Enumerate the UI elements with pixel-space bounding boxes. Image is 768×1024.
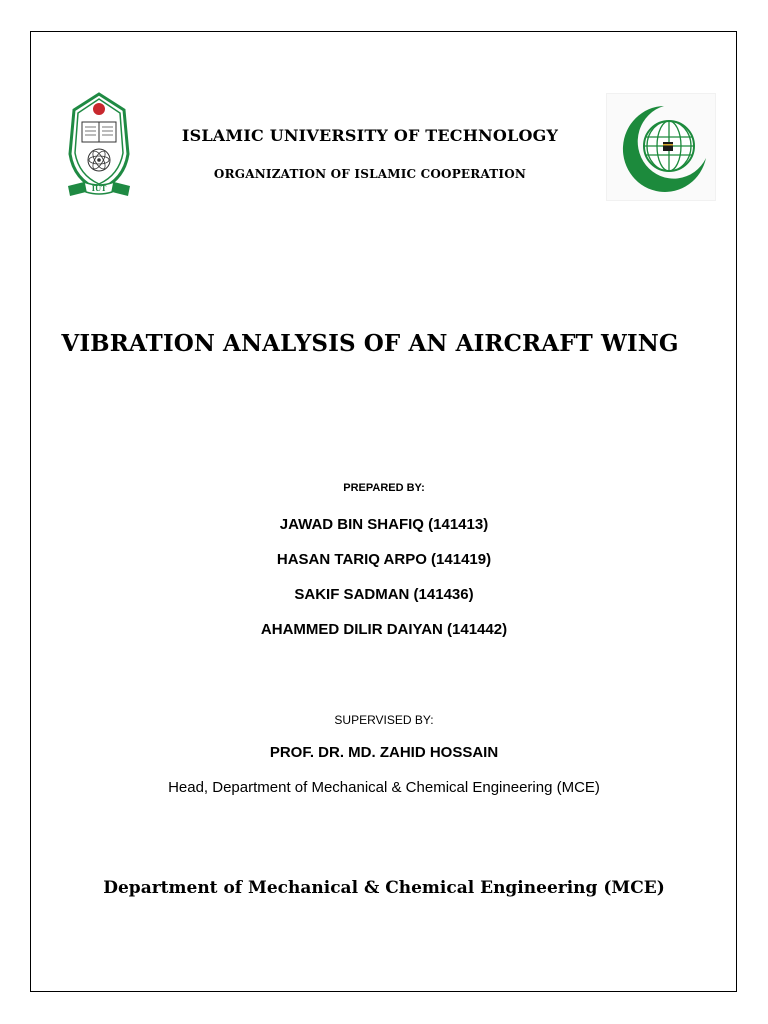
author-name: SAKIF SADMAN (141436) bbox=[294, 586, 474, 603]
author-name: HASAN TARIQ ARPO (141419) bbox=[276, 551, 492, 568]
oic-logo bbox=[621, 102, 707, 194]
report-title: VIBRATION ANALYSIS OF AN AIRCRAFT WING bbox=[61, 330, 679, 357]
department-name: Department of Mechanical & Chemical Engineering (MCE) bbox=[103, 878, 665, 898]
iut-logo-text: IUT bbox=[91, 184, 107, 193]
oic-logo-frame bbox=[606, 93, 716, 201]
university-name: ISLAMIC UNIVERSITY OF TECHNOLOGY bbox=[181, 126, 559, 145]
author-name: AHAMMED DILIR DAIYAN (141442) bbox=[260, 621, 508, 638]
supervisor-position: Head, Department of Mechanical & Chemical Engineering (MCE) bbox=[168, 779, 600, 796]
supervised-by-label: SUPERVISED BY: bbox=[334, 713, 434, 727]
supervisor-name: PROF. DR. MD. ZAHID HOSSAIN bbox=[269, 744, 499, 761]
organization-name: ORGANIZATION OF ISLAMIC COOPERATION bbox=[213, 167, 527, 181]
iut-logo bbox=[64, 92, 134, 204]
prepared-by-label: PREPARED BY: bbox=[343, 482, 425, 494]
author-name: JAWAD BIN SHAFIQ (141413) bbox=[279, 516, 489, 533]
